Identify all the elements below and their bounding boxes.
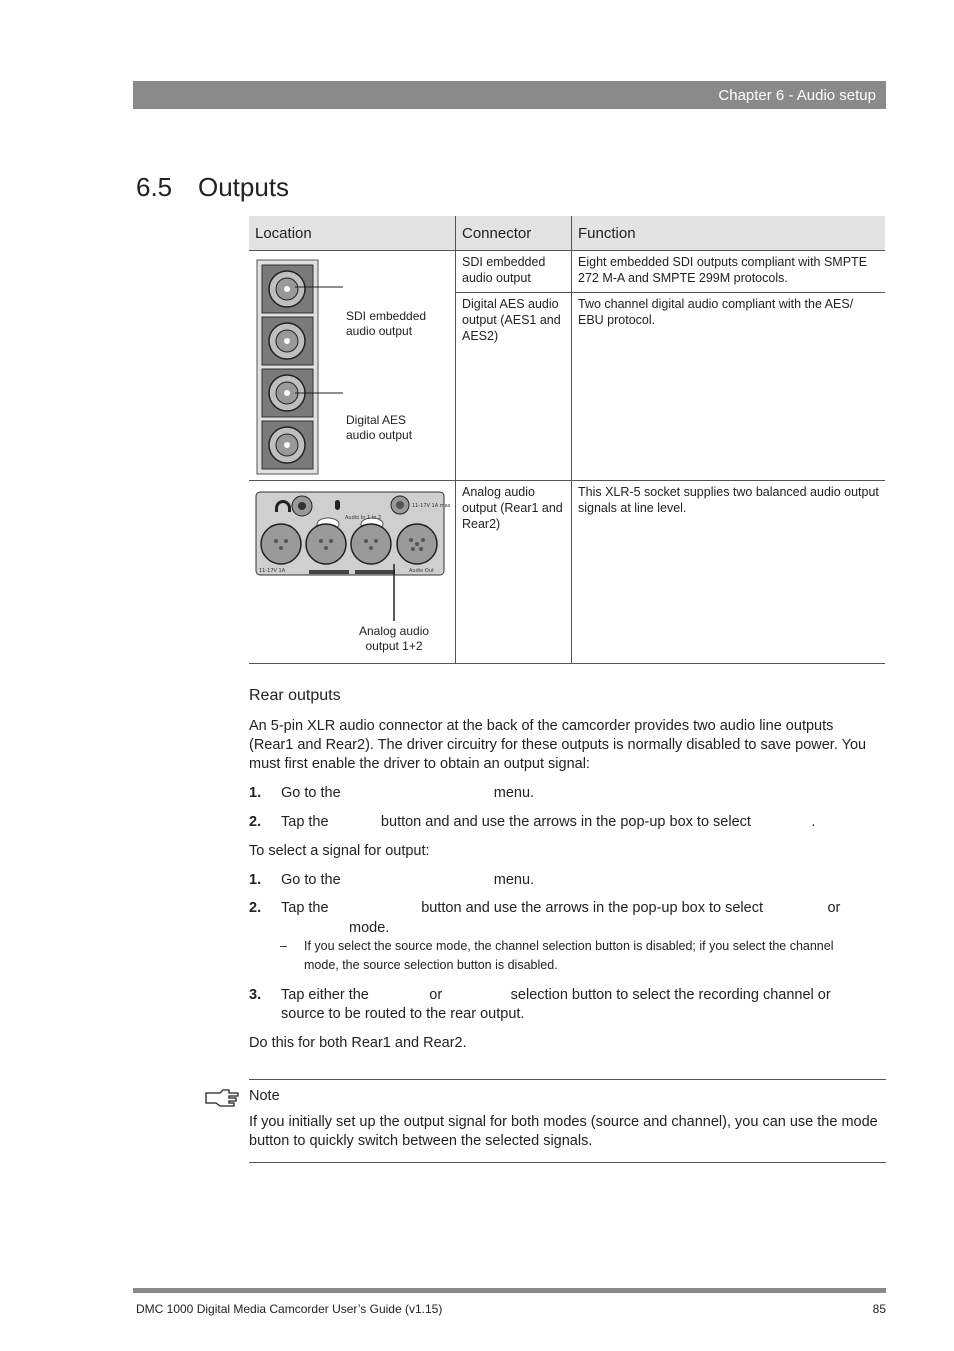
chapter-title: Chapter 6 - Audio setup — [718, 87, 876, 104]
function-sdi: Eight embedded SDI outputs compliant with SMPTE 272 M-A and SMPTE 299M protocols. — [572, 251, 886, 293]
section-title: Outputs — [198, 172, 290, 202]
section-heading — [136, 172, 289, 203]
function-analog: This XLR-5 socket supplies two balanced audio output signals at line level. — [572, 481, 886, 664]
step-text: Go to the menu. — [281, 785, 535, 801]
panel-label-audio-out: Audio Out — [409, 568, 434, 574]
step-text: Tap either the or selection button to select the recording channel or — [281, 987, 831, 1003]
note-title: Note — [249, 1088, 280, 1104]
panel-label-audio-in: Audio In 1 In 2 — [345, 515, 382, 521]
step-text: Tap the button and use the arrows in the pop-up box to select or — [281, 900, 841, 916]
select-step-3 — [249, 986, 879, 1026]
panel-label-power-in: 11-17V 1A — [259, 568, 286, 574]
step-number: 1. — [249, 872, 262, 888]
connector-sdi: SDI embedded audio output — [456, 251, 572, 293]
step-number: 2. — [249, 900, 262, 916]
select-intro: To select a signal for output: — [249, 843, 430, 859]
step-text-continued: mode. — [349, 920, 390, 936]
step-text: Tap the button and and use the arrows in the pop-up box to select . — [281, 814, 816, 830]
function-aes: Two channel digital audio compliant with the AES/ EBU protocol. — [572, 293, 886, 481]
note-body: If you initially set up the output signal for both modes (source and channel), you can use the mode button to quickly switch between the selected signals. — [249, 1114, 878, 1149]
note-top-rule — [249, 1079, 886, 1080]
callout-analog: Analog audio output 1+2 — [358, 624, 430, 653]
callout-aes: Digital AES audio output — [346, 413, 413, 442]
step-number: 2. — [249, 814, 262, 830]
closing-text: Do this for both Rear1 and Rear2. — [249, 1035, 467, 1051]
step-text-continued: source to be routed to the rear output. — [281, 1006, 525, 1022]
col-header-connector: Connector — [456, 216, 572, 251]
footer-guide-title: DMC 1000 Digital Media Camcorder User’s Guide (v1.15) — [136, 1302, 443, 1316]
col-header-location: Location — [249, 216, 456, 251]
connector-aes: Digital AES audio output (AES1 and AES2) — [456, 293, 572, 481]
chapter-header-bar — [133, 81, 886, 109]
xlr-location-cell — [249, 481, 456, 664]
sub-note-text: If you select the source mode, the channel selection button is disabled; if you select the channel mode, the source selection button is disabled. — [304, 939, 834, 972]
panel-label-power-out: 11-17V 1A max — [412, 503, 451, 509]
page-number: 85 — [872, 1302, 886, 1316]
step-text: Go to the menu. — [281, 872, 535, 888]
rear-outputs-heading: Rear outputs — [249, 687, 341, 704]
step-number: 3. — [249, 987, 262, 1003]
pointing-hand-icon — [204, 1087, 240, 1107]
outputs-table — [249, 216, 885, 664]
dash-bullet: – — [280, 939, 287, 953]
callout-sdi: SDI embedded audio output — [346, 309, 427, 338]
col-header-function: Function — [572, 216, 886, 251]
bnc-connectors-illustration — [249, 251, 455, 480]
select-step-2 — [249, 899, 879, 939]
rear-outputs-intro: An 5-pin XLR audio connector at the back of the camcorder provides two audio line outputs (Rear1 and Rear2). The driver circuitry for these outputs is normally disabled to save power. You must first enable the driver to obtain an output signal: — [249, 718, 867, 772]
note-bottom-rule — [249, 1162, 886, 1163]
bnc-location-cell — [249, 251, 456, 481]
footer-bar — [133, 1288, 886, 1293]
connector-analog: Analog audio output (Rear1 and Rear2) — [456, 481, 572, 664]
step-number: 1. — [249, 785, 262, 801]
section-number: 6.5 — [136, 172, 173, 202]
